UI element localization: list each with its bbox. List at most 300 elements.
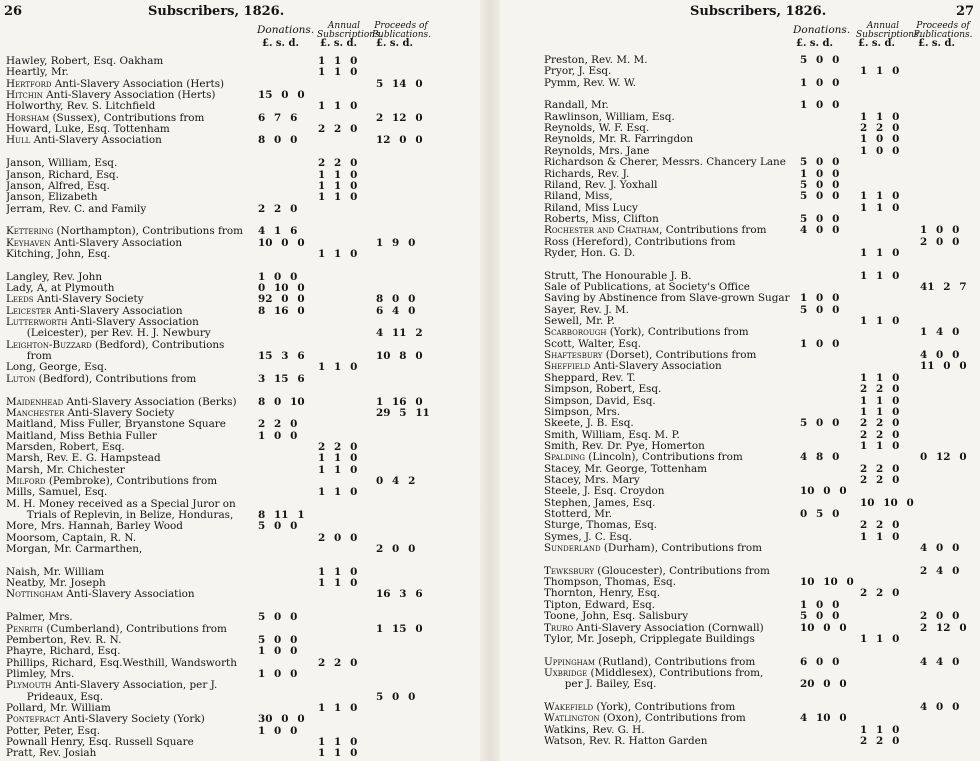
list-item: [6, 135, 470, 146]
list-item: [544, 350, 970, 361]
list-item: [6, 601, 470, 612]
list-item: [6, 215, 470, 226]
book-gutter: [480, 0, 500, 761]
list-item: [544, 588, 970, 599]
list-item: [544, 373, 970, 384]
list-item: [544, 100, 970, 111]
list-item: [544, 169, 970, 180]
list-item: [544, 361, 970, 372]
list-item: [6, 748, 470, 759]
subscriber-name: Morgan, Mr. Carmarthen,: [6, 544, 143, 556]
subscriber-name: Scarborough (York), Contributions from: [544, 327, 749, 339]
list-item: [544, 691, 970, 702]
subscriber-name: Leicester Anti-Slavery Association: [6, 305, 183, 317]
list-item: [6, 714, 470, 725]
subscriber-name: Penrith (Cumberland), Contributions from: [6, 623, 227, 635]
list-item: [544, 634, 970, 645]
subscriber-name: Sheppard, Rev. T.: [544, 372, 636, 384]
subscriber-name: Moorsom, Captain, R. N.: [6, 532, 137, 544]
subscriber-name: Uppingham (Rutland), Contributions from: [544, 656, 756, 668]
subscriber-name: Naish, Mr. William: [6, 566, 105, 578]
list-item: [544, 316, 970, 327]
donations-amount: 4 1 6: [258, 225, 298, 238]
proceeds-amount: 4 0 0: [920, 542, 960, 555]
list-item: [544, 702, 970, 713]
list-item: [544, 509, 970, 520]
annual-currency: £. s. d.: [858, 38, 895, 49]
donations-amount: 92 0 0: [258, 293, 305, 306]
subscriber-name: Plimley, Mrs.: [6, 668, 75, 680]
list-item: [544, 282, 970, 293]
subscriber-name: Jerram, Rev. C. and Family: [6, 203, 147, 215]
list-item: [6, 487, 470, 498]
page-number: 27: [956, 4, 975, 19]
proceeds-amount: 5 0 0: [376, 690, 416, 703]
annual-amount: 2 2 0: [318, 656, 358, 669]
donations-amount: 1 0 0: [800, 292, 840, 305]
subscriber-name: Pontefract Anti-Slavery Society (York): [6, 714, 205, 726]
donations-amount: 1 0 0: [800, 76, 840, 89]
donations-amount: 5 0 0: [800, 54, 840, 66]
donations-currency: £. s. d.: [262, 38, 299, 49]
subscriber-name: Long, George, Esq.: [6, 362, 108, 374]
list-item: [6, 555, 470, 566]
list-item: [544, 66, 970, 77]
list-item: [544, 713, 970, 724]
list-item: [544, 475, 970, 486]
annual-amount: 2 2 0: [860, 587, 900, 600]
subscriber-name: Pollard, Mr. William: [6, 702, 111, 714]
donations-amount: 8 11 1: [258, 509, 305, 521]
list-item: [6, 680, 470, 691]
subscriber-name: Stotterd, Mr.: [544, 509, 613, 520]
annual-amount: 1 1 0: [860, 530, 900, 543]
donations-amount: 15 3 6: [258, 350, 305, 363]
list-item: [6, 306, 470, 317]
annual-amount: 2 2 0: [318, 157, 358, 170]
annual-amount: 2 2 0: [860, 417, 900, 430]
annual-amount: 1 1 0: [860, 246, 900, 259]
subscriber-name: Ryder, Hon. G. D.: [544, 247, 636, 259]
donations-currency: £. s. d.: [796, 38, 833, 49]
proceeds-amount: 2 0 0: [920, 610, 960, 623]
subscriber-name: Palmer, Mrs.: [6, 612, 73, 624]
annual-amount: 1 1 0: [860, 201, 900, 214]
subscriber-name: Simpson, Mrs.: [544, 406, 621, 418]
subscriber-name: Reynolds, Mr. R. Farringdon: [544, 134, 694, 146]
list-item: [6, 79, 470, 90]
list-item: [6, 453, 470, 464]
proceeds-amount: 0 12 0: [920, 451, 967, 464]
subscriber-name: Watlington (Oxon), Contributions from: [544, 713, 746, 725]
proceeds-amount: 41 2 7: [920, 281, 967, 293]
list-item: [544, 679, 970, 690]
list-item: [6, 499, 470, 510]
donations-amount: 5 0 0: [258, 611, 298, 624]
proceeds-amount: 0 4 2: [376, 474, 416, 487]
donations-amount: 15 0 0: [258, 89, 305, 102]
list-item: [544, 259, 970, 270]
donations-amount: 0 10 0: [258, 282, 305, 294]
subscriber-name: Simpson, Robert, Esq.: [544, 384, 662, 396]
list-item: [544, 396, 970, 407]
subscriber-name: Howard, Luke, Esq. Tottenham: [6, 124, 170, 136]
annual-amount: 1 1 0: [318, 361, 358, 374]
annual-amount: 1 1 0: [860, 405, 900, 418]
list-item: [6, 385, 470, 396]
list-item: [6, 646, 470, 657]
subscriber-name: Richardson & Cherer, Messrs. Chancery Lane: [544, 157, 786, 169]
donations-amount: 1 0 0: [258, 429, 298, 442]
list-item: [544, 577, 970, 588]
subscriber-name: Ross (Hereford), Contributions from: [544, 236, 736, 248]
annual-amount: 1 1 0: [318, 577, 358, 590]
donations-amount: 4 0 0: [800, 224, 840, 237]
proceeds-amount: 2 12 0: [376, 111, 423, 124]
proceeds-amount: 4 4 0: [920, 655, 960, 668]
list-item: [544, 566, 970, 577]
subscriber-name: Pratt, Rev. Josiah: [6, 748, 97, 760]
subscriber-name: Richards, Rev. J.: [544, 168, 630, 180]
subscriber-name: Shaftesbury (Dorset), Contributions from: [544, 350, 757, 362]
subscriber-name: Janson, Elizabeth: [6, 192, 98, 204]
donations-amount: 5 0 0: [800, 156, 840, 169]
subscriber-name: Simpson, David, Esq.: [544, 395, 656, 407]
subscriber-name: Riland, Miss,: [544, 191, 613, 203]
subscriber-name: Marsh, Rev. E. G. Hampstead: [6, 453, 161, 465]
subscriber-name: Potter, Peter, Esq.: [6, 725, 101, 737]
list-item: [6, 204, 470, 215]
subscriber-name: per J. Bailey, Esq.: [544, 679, 657, 691]
list-item: [6, 362, 470, 373]
list-item: [544, 668, 970, 679]
subscriber-name: Tewksbury (Gloucester), Contributions from: [544, 565, 770, 577]
list-item: [6, 544, 470, 555]
donations-header: Donations.: [793, 24, 851, 36]
donations-amount: 5 0 0: [258, 633, 298, 646]
subscriber-name: Watkins, Rev. G. H.: [544, 724, 645, 736]
list-item: [6, 90, 470, 101]
subscriber-name: Symes, J. C. Esq.: [544, 531, 632, 543]
subscriber-name: Janson, Alfred, Esq.: [6, 180, 110, 192]
subscriber-name: Pymm, Rev. W. W.: [544, 77, 637, 89]
subscriber-name: Watson, Rev. R. Hatton Garden: [544, 736, 708, 747]
proceeds-amount: 5 14 0: [376, 77, 423, 90]
list-item: [6, 147, 470, 158]
annual-amount: 2 2 0: [860, 428, 900, 441]
proceeds-amount: 2 0 0: [920, 235, 960, 248]
subscriber-name: Stacey, Mrs. Mary: [544, 474, 640, 486]
proceeds-amount: 4 0 0: [920, 700, 960, 713]
donations-amount: 1 0 0: [258, 645, 298, 658]
annual-amount: 1 1 0: [318, 565, 358, 578]
subscriber-name: Holworthy, Rev. S. Litchfield: [6, 101, 156, 113]
annual-amount: 1 1 0: [318, 486, 358, 499]
list-item: [6, 476, 470, 487]
donations-amount: 8 16 0: [258, 304, 305, 317]
list-item: [6, 442, 470, 453]
subscriber-name: Kitching, John, Esq.: [6, 248, 111, 260]
subscriber-name: (Leicester), per Rev. H. J. Newbury: [6, 328, 211, 340]
list-item: [544, 736, 970, 747]
list-item: [6, 170, 470, 181]
proceeds-header: Proceeds of Publications.: [913, 21, 973, 40]
list-item: [544, 112, 970, 123]
running-head: Subscribers, 1826.: [148, 4, 285, 19]
proceeds-amount: 6 4 0: [376, 304, 416, 317]
subscriber-name: Toone, John, Esq. Salisbury: [544, 611, 689, 623]
list-item: [544, 543, 970, 554]
list-item: [544, 464, 970, 475]
list-item: [544, 486, 970, 497]
list-item: [544, 532, 970, 543]
subscriber-name: Luton (Bedford), Contributions from: [6, 373, 197, 385]
list-item: [544, 554, 970, 565]
annual-amount: 1 1 0: [860, 371, 900, 384]
subscriber-name: More, Mrs. Hannah, Barley Wood: [6, 521, 183, 533]
annual-amount: 1 1 0: [318, 168, 358, 181]
donations-amount: 1 0 0: [258, 270, 298, 283]
subscriber-name: Smith, William, Esq. M. P.: [544, 429, 680, 441]
running-head: Subscribers, 1826.: [690, 4, 827, 19]
subscriber-name: Leeds Anti-Slavery Society: [6, 294, 144, 306]
subscriber-name: Riland, Miss Lucy: [544, 202, 638, 214]
subscriber-name: Riland, Rev. J. Yoxhall: [544, 179, 658, 191]
list-item: [544, 725, 970, 736]
subscriber-name: Phayre, Richard, Esq.: [6, 646, 121, 658]
list-item: [544, 498, 970, 509]
proceeds-amount: 11 0 0: [920, 360, 967, 373]
subscriber-name: Langley, Rev. John: [6, 271, 103, 283]
subscriber-name: Sewell, Mr. P.: [544, 316, 615, 328]
subscriber-name: Milford (Pembroke), Contributions from: [6, 475, 218, 487]
subscriber-name: Hertford Anti-Slavery Association (Herts): [6, 78, 225, 90]
subscriber-name: Heartly, Mr.: [6, 67, 69, 79]
annual-amount: 1 0 0: [860, 144, 900, 157]
list-item: [544, 248, 970, 259]
list-item: [6, 67, 470, 78]
subscriber-name: Saving by Abstinence from Slave-grown Sugar: [544, 293, 790, 305]
list-item: [6, 113, 470, 124]
subscriber-name: Trials of Replevin, in Belize, Honduras,: [6, 510, 234, 521]
donations-amount: 30 0 0: [258, 713, 305, 726]
proceeds-amount: 1 9 0: [376, 236, 416, 249]
list-item: [6, 419, 470, 430]
annual-amount: 1 1 0: [318, 701, 358, 714]
donations-header: Donations.: [257, 24, 315, 36]
list-item: [544, 55, 970, 66]
list-item: [6, 726, 470, 737]
subscriber-name: Thornton, Henry, Esq.: [544, 588, 661, 600]
proceeds-currency: £. s. d.: [376, 38, 413, 49]
annual-amount: 2 2 0: [318, 440, 358, 453]
proceeds-amount: 4 0 0: [920, 349, 960, 362]
list-item: [6, 658, 470, 669]
subscriber-name: Leighton-Buzzard (Bedford), Contributions: [6, 339, 225, 351]
donations-amount: 10 0 0: [800, 485, 847, 498]
list-item: [544, 623, 970, 634]
annual-header: Annual Subscriptions.: [317, 21, 383, 40]
proceeds-amount: 2 4 0: [920, 564, 960, 577]
list-item: [544, 293, 970, 304]
annual-amount: 1 1 0: [318, 736, 358, 748]
list-item: [6, 567, 470, 578]
proceeds-currency: £. s. d.: [918, 38, 955, 49]
proceeds-amount: 2 12 0: [920, 621, 967, 634]
donations-amount: 1 0 0: [258, 667, 298, 680]
subscriber-name: Roberts, Miss, Clifton: [544, 213, 659, 225]
subscriber-name: Hitchin Anti-Slavery Association (Herts): [6, 90, 216, 102]
donations-amount: 5 0 0: [800, 178, 840, 191]
list-item: [6, 260, 470, 271]
annual-header: Annual Subscriptions.: [856, 21, 922, 40]
list-item: [6, 294, 470, 305]
subscriber-name: Lutterworth Anti-Slavery Association: [6, 317, 199, 329]
proceeds-amount: 16 3 6: [376, 588, 423, 601]
subscriber-name: Thompson, Thomas, Esq.: [544, 577, 677, 589]
donations-amount: 6 0 0: [800, 655, 840, 668]
donations-amount: 10 10 0: [800, 576, 854, 589]
annual-amount: 1 1 0: [318, 452, 358, 465]
subscriber-name: Lady, A, at Plymouth: [6, 283, 115, 294]
list-item: [544, 418, 970, 429]
donations-amount: 1 0 0: [800, 167, 840, 180]
donations-amount: 1 0 0: [800, 99, 840, 112]
annual-amount: 1 1 0: [318, 747, 358, 760]
list-item: [6, 703, 470, 714]
list-item: [544, 237, 970, 248]
annual-amount: 2 2 0: [860, 122, 900, 135]
list-item: [6, 612, 470, 623]
donations-amount: 5 0 0: [800, 610, 840, 623]
list-item: [544, 339, 970, 350]
subscriber-name: Strutt, The Honourable J. B.: [544, 270, 692, 282]
proceeds-amount: 8 0 0: [376, 293, 416, 306]
proceeds-amount: 1 16 0: [376, 395, 423, 408]
list-item: [544, 225, 970, 236]
subscriber-name: Reynolds, W. F. Esq.: [544, 123, 650, 135]
subscriber-name: Nottingham Anti-Slavery Association: [6, 589, 195, 601]
donations-amount: 0 5 0: [800, 508, 840, 520]
donations-amount: 20 0 0: [800, 678, 847, 691]
list-item: [6, 249, 470, 260]
list-item: [544, 452, 970, 463]
list-item: [6, 692, 470, 703]
list-item: [6, 238, 470, 249]
list-item: [544, 407, 970, 418]
donations-amount: 5 0 0: [258, 520, 298, 533]
proceeds-amount: 4 11 2: [376, 327, 423, 340]
list-item: [544, 327, 970, 338]
list-item: [6, 56, 470, 67]
annual-amount: 1 1 0: [860, 269, 900, 282]
donations-amount: 1 0 0: [800, 598, 840, 611]
list-item: [6, 351, 470, 362]
list-item: [6, 101, 470, 112]
list-item: [6, 408, 470, 419]
list-item: [544, 191, 970, 202]
subscriber-name: Mills, Samuel, Esq.: [6, 487, 108, 499]
list-item: [544, 645, 970, 656]
annual-amount: 2 2 0: [860, 462, 900, 475]
subscriber-name: Neatby, Mr. Joseph: [6, 578, 106, 590]
subscriber-name: Kettering (Northampton), Contributions from: [6, 226, 243, 238]
subscriber-name: Spalding (Lincoln), Contributions from: [544, 452, 743, 464]
list-item: [6, 374, 470, 385]
list-item: [6, 431, 470, 442]
list-item: [6, 192, 470, 203]
left-page: [0, 0, 480, 761]
list-item: [544, 146, 970, 157]
list-item: [544, 520, 970, 531]
subscriber-name: Marsden, Robert, Esq.: [6, 441, 125, 453]
proceeds-amount: 10 8 0: [376, 350, 423, 363]
subscriber-name: Wakefield (York), Contributions from: [544, 701, 736, 713]
subscriber-name: Prideaux, Esq.: [6, 691, 104, 703]
donations-amount: 5 0 0: [800, 417, 840, 430]
donations-amount: 10 0 0: [258, 236, 305, 249]
annual-amount: 1 0 0: [860, 133, 900, 146]
list-item: [544, 78, 970, 89]
subscriber-name: Preston, Rev. M. M.: [544, 55, 648, 66]
annual-amount: 1 1 0: [318, 100, 358, 113]
subscriber-name: Keyhaven Anti-Slavery Association: [6, 237, 183, 249]
annual-amount: 1 1 0: [860, 632, 900, 645]
subscriber-name: Tylor, Mr. Joseph, Cripplegate Buildings: [544, 633, 755, 645]
list-item: [544, 203, 970, 214]
list-item: [544, 600, 970, 611]
list-item: [6, 521, 470, 532]
right-page: [500, 0, 980, 761]
annual-amount: 1 1 0: [318, 247, 358, 260]
subscriber-name: Rochester and Chatham, Contributions from: [544, 225, 767, 237]
subscriber-name: Truro Anti-Slavery Association (Cornwall): [544, 622, 764, 634]
list-item: [6, 181, 470, 192]
list-item: [544, 611, 970, 622]
subscriber-name: Hawley, Robert, Esq. Oakham: [6, 56, 164, 67]
list-item: [6, 624, 470, 635]
list-item: [6, 589, 470, 600]
list-item: [544, 441, 970, 452]
list-item: [544, 657, 970, 668]
annual-amount: 1 1 0: [318, 179, 358, 192]
list-item: [544, 123, 970, 134]
donations-amount: 1 0 0: [800, 337, 840, 350]
list-item: [544, 180, 970, 191]
list-item: [6, 226, 470, 237]
subscriber-name: Uxbridge (Middlesex), Contributions from,: [544, 667, 764, 679]
annual-amount: 1 1 0: [860, 65, 900, 78]
subscriber-name: M. H. Money received as a Special Juror on: [6, 498, 236, 510]
list-item: [544, 430, 970, 441]
list-item: [544, 214, 970, 225]
annual-amount: 1 1 0: [318, 66, 358, 79]
annual-amount: 2 2 0: [860, 383, 900, 396]
donations-amount: 2 2 0: [258, 202, 298, 215]
list-item: [6, 328, 470, 339]
annual-amount: 1 1 0: [860, 394, 900, 407]
annual-amount: 1 1 0: [860, 110, 900, 123]
annual-currency: £. s. d.: [320, 38, 357, 49]
donations-amount: 2 2 0: [258, 418, 298, 431]
list-item: [544, 384, 970, 395]
donations-amount: 5 0 0: [800, 303, 840, 316]
subscriber-name: Smith, Rev. Dr. Pye, Homerton: [544, 440, 705, 452]
subscriber-name: Sturge, Thomas, Esq.: [544, 520, 658, 532]
annual-amount: 1 1 0: [318, 191, 358, 204]
annual-amount: 2 2 0: [318, 123, 358, 136]
proceeds-amount: 29 5 11: [376, 406, 430, 419]
